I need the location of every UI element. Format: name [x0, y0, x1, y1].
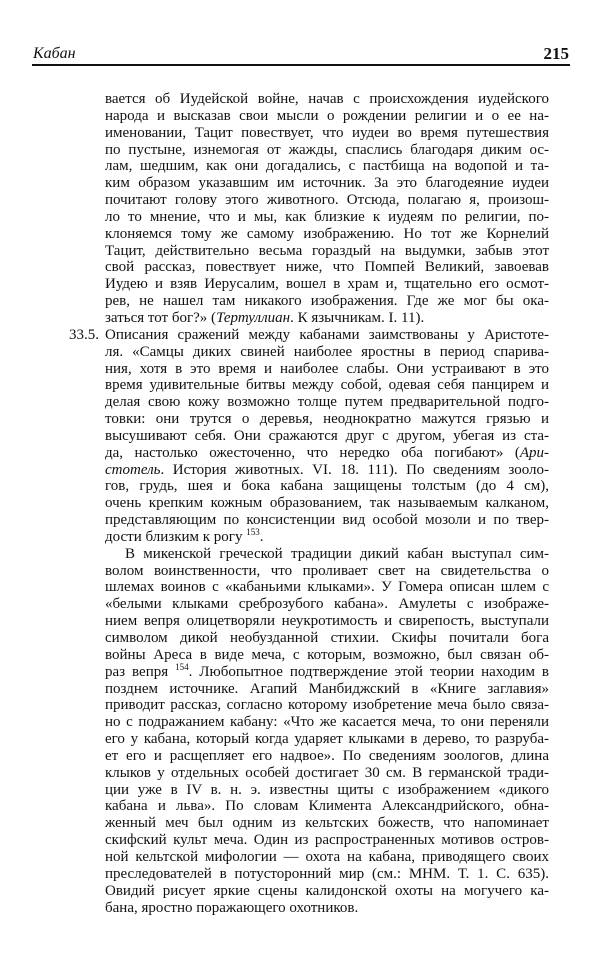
text-line [105, 900, 549, 917]
text-line [105, 579, 549, 596]
text-line [105, 731, 549, 748]
section-number: 33.5. [69, 326, 99, 343]
text-segment: раз вепря [105, 663, 176, 680]
text-line [105, 411, 549, 428]
text-line [105, 142, 549, 159]
text-segment: . [259, 528, 264, 545]
text-line [105, 782, 549, 799]
text-segment: Описания сражений между кабанами заимствованы у Аристоте- [105, 326, 549, 343]
text-segment: высушивают себя. Они сражаются друг с другом, убегая из ста- [105, 427, 549, 444]
text-segment: ния, хотя в это время и наиболее слабы. Они устраивают в это [105, 360, 549, 377]
text-segment: позднем источнике. Агапий Манбиджский в «Книге заглавия» [105, 680, 549, 697]
text-line [105, 765, 549, 782]
text-segment: войны Ареса в виде меча, с которым, возможно, был связан об- [105, 646, 549, 663]
text-segment: представляющим по консистенции вид особой мозоли и по твер- [105, 512, 549, 529]
text-segment: ции уже в IV в. н. э. известны щиты с изображением «дикого [105, 781, 549, 798]
text-line [105, 344, 549, 361]
text-line [105, 630, 549, 647]
footnote-ref: 153 [246, 526, 260, 537]
text-segment: волом воинственности, что проливает свет на свидетельства о [105, 562, 549, 579]
text-line [105, 445, 549, 462]
text-segment: по пустыне, изнемогая от жажды, спаслись благодаря диким ос- [105, 141, 549, 158]
text-segment: клыков у отдельных особей достигает 30 см. В германской тради- [105, 764, 549, 781]
text-line [105, 681, 549, 698]
text-line [105, 866, 549, 883]
text-segment: «белыми клыками среброзубого кабана». Амулеты с изображе- [105, 596, 549, 613]
text-segment: преследователей в потусторонний мир (см.: МНМ. Т. 1. С. 635). [105, 865, 549, 882]
text-line [105, 714, 549, 731]
italic-text: стотель [105, 461, 161, 478]
text-line [105, 661, 549, 681]
text-line [105, 276, 549, 293]
text-segment: Иудею и взяв Иерусалим, вошел в храм и, тщательно его осмот- [105, 276, 549, 293]
text-line [105, 512, 549, 529]
text-line [105, 495, 549, 512]
text-line [105, 91, 549, 108]
text-line [105, 175, 549, 192]
text-segment: . История животных. VI. 18. 111). По сведениям зооло- [160, 461, 549, 478]
text-segment: но с подражанием кабану: «Что же касается меча, то они переняли [105, 714, 549, 731]
text-segment: его у кабана, который когда ударяет клыками в дерево, то разруба- [105, 731, 549, 748]
text-segment: очень крепким кожным образованием, так называемым калканом, [105, 495, 549, 512]
text-segment: скифский культ меча. Один из распространенных мотивов остров- [105, 832, 549, 849]
text-segment: . К язычникам. I. 11). [290, 309, 425, 326]
text-line [105, 647, 549, 664]
italic-text: Тертуллиан [216, 309, 291, 326]
text-segment: приводит рассказ, согласно которому изобретение меча было связа- [105, 697, 549, 714]
text-line [105, 259, 549, 276]
text-segment: товки: они трутся о деревья, неоднократно мажутся грязью и [105, 411, 549, 428]
text-line [69, 326, 549, 344]
text-segment: нием вепря олицетворяли неукротимость и свирепость, выступали [105, 613, 549, 630]
text-segment: ет его и расщепляет его надвое». По сведениям зоологов, длина [105, 747, 549, 764]
text-segment: Овидий рисует яркие сцены калидонской охоты на могучего ка- [105, 882, 549, 899]
text-line [105, 462, 549, 479]
text-line [105, 192, 549, 209]
text-line [105, 158, 549, 175]
text-line [105, 748, 549, 765]
text-segment: делая свою кожу возможно толще путем предварительной подго- [105, 394, 549, 411]
text-line [105, 226, 549, 243]
text-segment: да, настолько ожесточенно, что нередко оба погибают» ( [105, 444, 520, 461]
text-segment: свой рассказ, повествует ниже, что Помпей Великий, завоевав [105, 259, 549, 276]
text-segment: бана, яростно поражающего охотников. [105, 899, 359, 916]
text-segment: ким образом указавшим им источник. За это благодеяние иудеи [105, 175, 549, 192]
text-segment: народа и высказав свои мысли о рождении религии и о ее на- [105, 107, 549, 124]
text-segment: шлемах воинов с «кабаньими клыками». У Гомера описан шлем с [105, 579, 549, 596]
text-line [105, 546, 549, 563]
text-segment: время удивительные битвы между собой, одевая себя панцирем и [105, 377, 549, 394]
page-number: 215 [543, 44, 569, 63]
text-line [105, 125, 549, 142]
text-line [105, 596, 549, 613]
text-segment: Тацит, действительно весьма гораздый на выдумки, забыв этот [105, 242, 549, 259]
text-line [105, 697, 549, 714]
text-segment: ной кельтской мифологии — охота на кабана, приводящего своих [105, 848, 549, 865]
text-line [105, 883, 549, 900]
text-segment: символом дикой необузданной стихии. Скифы почитали бога [105, 630, 549, 646]
text-line [105, 310, 549, 327]
text-segment: заться тот бог?» ( [105, 309, 217, 326]
text-segment: лам, шедшим, как они догадались, с пастбища на водопой и та- [105, 158, 549, 175]
text-segment: гов, грудь, шея и бока кабана защищены толстым (до 4 см), [105, 478, 549, 495]
text-segment: женный меч был одним из кельтских божеств, что напоминает [105, 815, 549, 832]
text-line [105, 613, 549, 630]
text-segment: именовании, Тацит повествует, что иудеи во время путешествия [105, 124, 549, 141]
text-line [105, 377, 549, 394]
text-line [105, 293, 549, 310]
running-title: Кабан [33, 45, 76, 62]
text-segment: . Любопытное подтверждение этой теории находим в [188, 663, 549, 680]
text-line [105, 243, 549, 260]
text-line [105, 849, 549, 866]
text-line [105, 563, 549, 580]
text-segment: вается об Иудейской войне, начав с происхождения иудейского [105, 91, 549, 107]
text-line [105, 394, 549, 411]
text-segment: кабана и льва». По словам Климента Александрийского, обна- [105, 798, 549, 815]
body-text [69, 91, 549, 916]
text-line [105, 798, 549, 815]
text-segment: дости близким к рогу [105, 528, 247, 545]
text-line [105, 832, 549, 849]
italic-text: Ари- [519, 444, 549, 461]
text-segment: ля. «Самцы диких свиней наиболее яростны в период спарива- [105, 343, 549, 360]
header-rule [32, 64, 570, 66]
text-line [105, 478, 549, 495]
text-line [105, 526, 549, 546]
text-segment: клоняемся тому же самому изображению. Но тот же Корнелий [105, 225, 549, 242]
text-segment: рев, не нашел там никакого изображения. Где же мог бы ока- [105, 293, 549, 310]
text-segment: почитают голову этого животного. Отсюда, полагаю я, произош- [105, 192, 549, 209]
text-segment: В микенской греческой традиции дикий кабан выступал сим- [125, 545, 549, 562]
text-line [105, 108, 549, 125]
footnote-ref: 154 [175, 661, 189, 672]
text-segment: ло то мнение, что и мы, как близкие к иудеям по религии, по- [105, 208, 549, 225]
text-line [105, 428, 549, 445]
text-line [105, 209, 549, 226]
text-line [105, 361, 549, 378]
text-line [105, 815, 549, 832]
